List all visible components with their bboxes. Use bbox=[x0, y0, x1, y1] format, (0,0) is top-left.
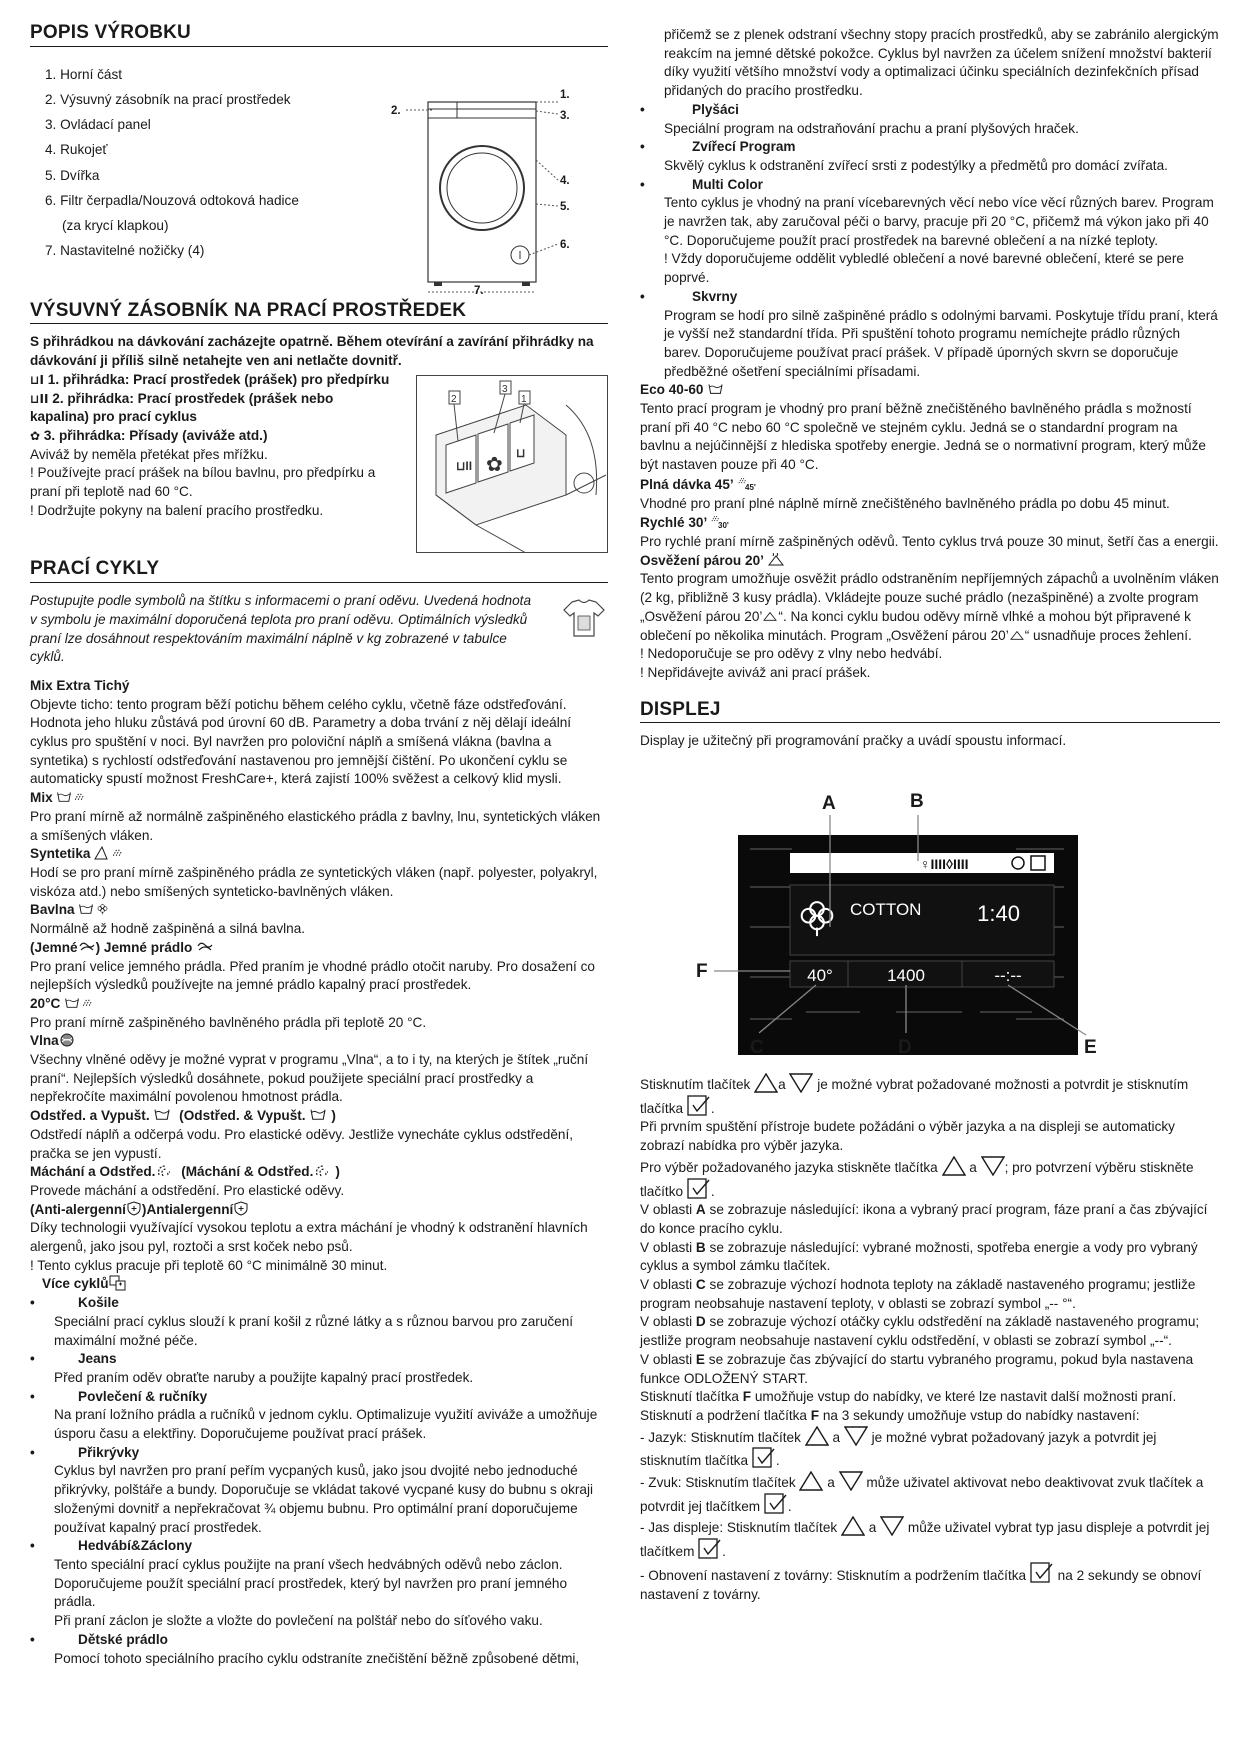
drawer-note-2: ! Používejte prací prášek na bílou bavlnu, pro předpírku a praní při teplotě nad 60 °C. bbox=[30, 465, 376, 500]
instr-area-d: V oblasti D se zobrazuje výchozí otáčky cyklu odstředění na základě nastaveného programu; jestliže program neobsahuje nastavení cyklu odstředění, v oblasti se zobrazí symbol „--“. bbox=[640, 1314, 1200, 1349]
down-triangle-button-icon bbox=[981, 1156, 1005, 1176]
instr-text: ; pro potvrzení výběru stiskněte tlačítko bbox=[640, 1159, 1194, 1199]
part-item: 7. Nastavitelné nožičky (4) bbox=[45, 243, 205, 259]
callout-7: 7. bbox=[474, 284, 484, 296]
callout-6: 6. bbox=[560, 238, 570, 251]
part-item: (za krycí klapkou) bbox=[62, 217, 169, 233]
instr-area-c: V oblasti C se zobrazuje výchozí hodnota teploty na základě nastaveného programu; jestliže program neobsahuje nastavení teploty, v oblasti se zobrazí symbol „-- °“. bbox=[640, 1277, 1196, 1311]
instr-factory-reset: - Obnovení nastavení z továrny: Stisknutím a podržením tlačítka na 2 sekundy se obnoví nastavení z továrny. bbox=[640, 1562, 1220, 1604]
svg-text:⊔: ⊔ bbox=[516, 446, 526, 461]
right-column bbox=[640, 26, 1220, 1604]
instr-text: a bbox=[969, 1159, 977, 1175]
antiallergy-icon-2 bbox=[233, 1201, 249, 1216]
down-triangle-button-icon bbox=[844, 1426, 868, 1446]
cycle-rinse-spin-title-a: Máchání a Odstřed. bbox=[30, 1164, 156, 1180]
drawer-section-title: VÝSUVNÝ ZÁSOBNÍK NA PRACÍ PROSTŘEDEK bbox=[30, 302, 608, 325]
display-diagram bbox=[640, 757, 1220, 1057]
cycle-cotton-text: Normálně až hodně zašpiněná a silná bavlna. bbox=[30, 921, 306, 937]
part-item: 3. Ovládací panel bbox=[45, 117, 151, 133]
cycles-section: Postupujte podle symbolů na štítku s informacemi o praní oděvu. Uvedená hodnota v symbolu je maximální doporučená teplota pro praní oděvu. Optimálních výsledků praní lze dosáhnout respektováním maximální náplně v kg zobrazené v tabulce cyklů. Mix Extra Tichý Objevte ticho: tento program běží potichu během celého cyklu, včetně fáze odstřeďování. Hodnota jeho hluku zůstává pod úrovní 60 dB. Parametry a doba trvání z něj dělají ideální cyklus pro spuštění v noci. Byl navržen pro poloviční náplň a smíšená vlákna (bavlna a syntetika) s rychlostí odstřeďování nastavenou pro jemnější čištění. Po ukončení cyklu se automaticky spustí možnost FreshCare+, která zajistí 100% svěžest a celkový klid mysli. Mix Pro praní mírně až normálně zašpiněného elastického prádla z bavlny, lnu, syntetických vláken a smíšených vláken. Syntetika Hodí se pro praní mírně zašpiněného prádla ze syntetických vláken (např. polyester, polyakryl, viskóza atd.) nebo smíšených synteticko-bavlněných vláken. Bavlna Normálně až hodně zašpiněná a silná bavlna. (Jemné ) Jemné prádlo Pro praní velice jemného prádla. Před praním je vhodné prádlo otočit naruby. Pro dosažení co nejlepších výsledků používejte na jemné prádlo kapalný prací prostředek. 20°C Pro praní mírně zašpiněného bavlněného prádla při teplotě 20 °C. Vlna Všechny vlněné oděvy je možné vyprat v programu „Vlna“, a to i ty, na kterých je štítek „ruční praní“. Nejlepších výsledků dosáhnete, pokud použijete speciální prací prostředky a nepřekročíte maximální povolenou hmotnost prádla. Odstřed. a Vypušt. (Odstřed. & Vypušt. ) Odstředí náplň a odčerpá vodu. Pro elastické oděvy. Jestliže vynecháte cyklus odstředění, pračka se jen vypustí. Máchání a Odstřed. (Máchání & Odstřed. ) Provede máchání a odstředění. Pro elastické oděvy. (Anti-alergenní )Antialergenní Díky technologii využívající vysokou teplotu a extra máchání je vhodný k odstranění hlavních alergenů, jako jsou pyl, roztoči a srst koček nebo psů. ! Tento cyklus pracuje při teplotě 60 °C minimálně 30 minut. Více cyklů • Košile Speciální prací cyklus slouží k praní košil z různé látky a s různou barvou pro zaručení maximální možné péče. • Jeans Před praním oděv obraťte naruby a použijte kapalný prací prostředek. • Povlečení & ručníky Na praní ložního prádla a ručníků v jednom cyklu. Optimalizuje využití aviváže a umožňuje úsporu času a elektřiny. Doporučujeme používat prací prášek. • Přikrývky Cyklus byl navržen pro praní peřím vycpaných kusů, jako jsou dvojité nebo jednoduché přikrývky, polštáře a bundy. Doporučuje se vkládat takové vycpané kusy do bubnu s okraji složenými dovnitř a nepřekračovat ¾ objemu bubnu. Pro optimální praní doporučujeme používat kapalný prací prostředek. • Hedvábí&Záclony Tento speciální prací cyklus použijte na praní všech hedvábných oděvů nebo záclon. Doporučujeme použít speciální prací prostředek, který byl navržen pro praní jemného prádla. Při praní záclon je složte a vložte do povlečení na polštář nebo do síťového vaku. • Dětské prádlo Pomocí tohoto speciálního pracího cyklu odstraníte znečištění běžně způsobené dětmi, bbox=[30, 592, 608, 1668]
mix-icon bbox=[56, 790, 86, 804]
display-instructions bbox=[640, 1073, 1220, 1604]
rinse-spin-icon-2 bbox=[313, 1163, 335, 1178]
instr-brightness-setting: - Jas displeje: Stisknutím tlačítek a může uživatel vybrat typ jasu displeje a potvrdit jej tlačítkem . bbox=[640, 1516, 1220, 1561]
drawer-warning: S přihrádkou na dávkování zacházejte opatrně. Během otevírání a zavírání přihrádky na dávkování ji příliš silně netahejte ven ani netlačte dovnitř. bbox=[30, 334, 594, 369]
part-item: 2. Výsuvný zásobník na prací prostředek bbox=[45, 91, 291, 107]
cycle-silk-text-2: Při praní záclon je složte a vložte do povlečení na polštář nebo do síťového vaku. bbox=[54, 1613, 543, 1629]
cycle-synthetic-text: Hodí se pro praní mírně zašpiněného prádla ze syntetických vláken (např. polyester, polyakryl, viskóza atd.) nebo smíšených synteticko-bavlněných vláken. bbox=[30, 864, 598, 899]
display-delay-start: --:-- bbox=[994, 966, 1022, 986]
ok-check-button-icon bbox=[687, 1178, 711, 1200]
cycle-full-load-title: Plná dávka 45’ bbox=[640, 476, 733, 492]
cycle-plush-text: Speciální program na odstraňování prachu a praní plyšových hraček. bbox=[664, 120, 1079, 136]
cycle-baby-title: • Dětské prádlo bbox=[30, 1631, 608, 1650]
display-label-b: B bbox=[910, 791, 924, 813]
svg-text:45': 45' bbox=[744, 482, 756, 491]
down-triangle-button-icon bbox=[789, 1073, 813, 1093]
cycle-steam-title: Osvěžení párou 20’ bbox=[640, 552, 764, 568]
left-column bbox=[30, 24, 608, 1668]
cycle-multicolor-text: Tento cyklus je vhodný na praní vícebarevných věcí nebo více věcí různých barev. Program je navržen tak, aby zaručoval péči o barvy, pracuje při 20 °C, přičemž má výkon jako při 40 °C. Doporučujeme použít prací prostředek na barevné oblečení a na nízké teploty. bbox=[664, 195, 1214, 248]
cycle-eco-title: Eco 40-60 bbox=[640, 382, 704, 398]
instr-first-start: Při prvním spuštění přístroje budete požádáni o výběr jazyka a na displeji se automaticky zobrazí nabídka pro výběr jazyka. bbox=[640, 1119, 1175, 1154]
prewash-compartment-icon: ⊔I bbox=[30, 372, 45, 387]
detergent-drawer-diagram bbox=[416, 375, 608, 553]
instr-text: Stisknutím tlačítek bbox=[640, 1077, 751, 1093]
ok-check-button-icon bbox=[698, 1538, 722, 1560]
steam-icon-inline-2 bbox=[1009, 629, 1025, 641]
drawer-label-3: 3 bbox=[502, 384, 508, 396]
instr-area-a: V oblasti A se zobrazuje následující: ikona a vybraný prací program, fáze praní a čas zbývající do konce pracího cyklu. bbox=[640, 1202, 1208, 1236]
drawer-label-1: 1 bbox=[521, 394, 527, 406]
callout-1: 1. bbox=[560, 88, 570, 101]
up-triangle-button-icon bbox=[841, 1516, 865, 1536]
instr-language: Pro výběr požadovaného jazyka stiskněte tlačítka a ; pro potvrzení výběru stiskněte tlačítko . bbox=[640, 1156, 1220, 1201]
wool-icon bbox=[59, 1033, 75, 1047]
display-label-c: C bbox=[750, 1037, 764, 1058]
20c-icon bbox=[64, 996, 94, 1010]
steam-text-2: “. Na konci cyklu budou oděvy mírně vlhké a mohou být připravené k oblečení po několika minutách. Program „Osvěžení párou 20’ bbox=[640, 608, 1191, 643]
cycle-stains-title: • Skvrny bbox=[640, 288, 1220, 307]
cycle-mix-title: Mix bbox=[30, 790, 53, 806]
cycle-delicates-title-a: (Jemné bbox=[30, 939, 78, 955]
display-label-a: A bbox=[822, 793, 836, 815]
instr-f-press: Stisknutí tlačítka F umožňuje vstup do nabídky, ve které lze nastavit další možnosti praní. bbox=[640, 1389, 1177, 1405]
cycle-20c-title: 20°C bbox=[30, 995, 61, 1011]
more-cycles-icon bbox=[109, 1275, 129, 1291]
cycle-wool-text: Všechny vlněné oděvy je možné vyprat v programu „Vlna“, a to i ty, na kterých je štítek „ruční praní“. Nejlepších výsledků dosáhnete, pokud použijete speciální prací prostředky a nepřekročíte maximální povolenou hmotnost prádla. bbox=[30, 1052, 589, 1105]
cycle-bedding-text: Na praní ložního prádla a ručníků v jednom cyklu. Optimalizuje využití aviváže a umožňuje úsporu času a elektřiny. Doporučujeme používat prací prášek. bbox=[54, 1407, 598, 1442]
instr-f-hold: Stisknutí a podržení tlačítka F na 3 sekundy umožňuje vstup do nabídky nastavení: bbox=[640, 1407, 1140, 1423]
cycle-antiallergy-title-b: )Antialergenní bbox=[141, 1201, 234, 1217]
cycle-stains-text: Program se hodí pro silně zašpiněné prádlo s odolnými barvami. Poskytuje třídu praní, která je vyšší než standardní třída. Při spuštění tohoto programu nemíchejte prádlo různých barev. Doporučujeme používat prací prášek. V případě úporných skvrn se doporučuje předběžné ošetření speciálními přísadami. bbox=[664, 307, 1218, 379]
up-triangle-button-icon bbox=[754, 1073, 778, 1093]
cycle-steam-note-1: ! Nedoporučuje se pro oděvy z vlny nebo hedvábí. bbox=[640, 646, 943, 662]
cycle-delicates-title-b: ) Jemné prádlo bbox=[95, 939, 193, 955]
down-triangle-button-icon bbox=[839, 1471, 863, 1491]
cycle-synthetic-title: Syntetika bbox=[30, 846, 91, 862]
cycle-jeans-title: • Jeans bbox=[30, 1350, 608, 1369]
cycle-bedding-title: • Povlečení & ručníky bbox=[30, 1388, 608, 1407]
instr-text: je možné vybrat požadované možnosti a potvrdit je stisknutím tlačítka bbox=[640, 1077, 1189, 1116]
cycle-quick-title: Rychlé 30’ bbox=[640, 515, 707, 531]
cycle-jeans-text: Před praním oděv obraťte naruby a použijte kapalný prací prostředek. bbox=[54, 1369, 474, 1385]
ok-check-button-icon bbox=[687, 1095, 711, 1117]
cycle-shirts-title: • Košile bbox=[30, 1294, 608, 1313]
delicates-icon bbox=[78, 940, 96, 953]
compartment-2: 2. přihrádka: Prací prostředek (prášek nebo kapalina) pro prací cyklus bbox=[30, 390, 334, 425]
display-label-f: F bbox=[696, 961, 708, 983]
part-item: 1. Horní část bbox=[45, 66, 123, 82]
up-triangle-button-icon bbox=[942, 1156, 966, 1176]
display-spin-speed: 1400 bbox=[887, 966, 925, 986]
display-temperature: 40° bbox=[807, 966, 833, 986]
product-section bbox=[30, 56, 608, 296]
cycle-shirts-text: Speciální prací cyklus slouží k praní košil z různé látky a s různou barvou pro zaručení maximální možné péče. bbox=[54, 1313, 574, 1348]
main-wash-compartment-icon: ⊔II bbox=[30, 391, 49, 406]
cycle-steam-note-2: ! Nepřidávejte aviváž ani prací prášek. bbox=[640, 664, 871, 680]
ok-check-button-icon bbox=[752, 1447, 776, 1469]
cycle-duvets-title: • Přikrývky bbox=[30, 1444, 608, 1463]
spin-drain-icon-2 bbox=[309, 1107, 331, 1122]
display-label-d: D bbox=[898, 1037, 912, 1058]
up-triangle-button-icon bbox=[799, 1471, 823, 1491]
cycles-intro: Postupujte podle symbolů na štítku s informacemi o praní oděvu. Uvedená hodnota v symbolu je maximální doporučená teplota pro praní oděvu. Optimálních výsledků praní lze dosáhnout respektováním maximální náplně v kg zobrazené v tabulce cyklů. bbox=[30, 593, 532, 665]
softener-compartment-icon: ✿ bbox=[30, 428, 41, 443]
ok-check-button-icon bbox=[1030, 1562, 1054, 1584]
drawer-note-1: Aviváž by neměla přetékat přes mřížku. bbox=[30, 446, 268, 462]
cycle-multicolor-note: ! Vždy doporučujeme oddělit vybledlé oblečení a nové barevné oblečení, které se pere poprvé. bbox=[664, 251, 1184, 286]
instr-select: Stisknutím tlačítek a je možné vybrat požadované možnosti a potvrdit je stisknutím tlačítka . bbox=[640, 1073, 1220, 1118]
callout-2: 2. bbox=[391, 104, 401, 117]
tshirt-care-label-icon bbox=[562, 598, 606, 638]
product-section-title: POPIS VÝROBKU bbox=[30, 24, 608, 47]
drawer-note-3: ! Dodržujte pokyny na balení pracího prostředku. bbox=[30, 502, 324, 518]
part-item: 6. Filtr čerpadla/Nouzová odtoková hadice bbox=[45, 192, 299, 208]
cycle-baby-text: Pomocí tohoto speciálního pracího cyklu odstraníte znečištění běžně způsobené dětmi, bbox=[54, 1650, 580, 1666]
cycle-quick-text: Pro rychlé praní mírně zašpiněných oděvů. Tento cyklus trvá pouze 30 minut, šetří čas a energii. bbox=[640, 533, 1219, 549]
cycle-steam-text bbox=[640, 570, 1220, 645]
instr-area-e: V oblasti E se zobrazuje čas zbývající do startu vybraného programu, pokud byla nastavena funkce ODLOŽENÝ START. bbox=[640, 1351, 1194, 1386]
cycle-full-load-text: Vhodné pro praní plné náplně mírně znečištěného bavlněného prádla po dobu 45 minut. bbox=[640, 495, 1170, 511]
synthetic-icon bbox=[94, 846, 124, 860]
cycle-mix-extra-title: Mix Extra Tichý bbox=[30, 677, 130, 693]
instr-area-b: V oblasti B se zobrazuje následující: vybrané možnosti, spotřeba energie a vody pro vybraný cyklus a symbol zámku tlačítek. bbox=[640, 1239, 1198, 1274]
delicates-icon-2 bbox=[196, 940, 214, 953]
cycle-rinse-spin-text: Provede máchání a odstředění. Pro elastické oděvy. bbox=[30, 1182, 345, 1198]
steam-icon bbox=[767, 553, 785, 567]
cycle-wool-title: Vlna bbox=[30, 1033, 59, 1049]
steam-text-3: “ usnadňuje proces žehlení. bbox=[1024, 627, 1192, 643]
antiallergy-icon bbox=[126, 1201, 142, 1216]
svg-text:⊔II: ⊔II bbox=[456, 459, 473, 474]
ok-check-button-icon bbox=[764, 1493, 788, 1515]
cycle-silk-text: Tento speciální prací cyklus použijte na praní všech hedvábných oděvů nebo záclon. Doporučujeme použít speciální prací prostředek, který byl navržen pro praní jemného prádla. bbox=[54, 1557, 568, 1610]
cycle-eco-text: Tento prací program je vhodný pro praní běžně znečištěného bavlněného prádla s možností praní při 40 °C nebo 60 °C společně ve stejném cyklu. Jedná se o standardní program na bavlnu a nejúčinnější z hlediska spotřeby energie. Jedná se o normativní program, který může být nastaven pouze při 40 °C. bbox=[640, 401, 1206, 473]
cycle-pet-text: Skvělý cyklus k odstranění zvířecí srsti z podestýlky a předmětů pro domácí zvířata. bbox=[664, 157, 1168, 173]
instr-lang-setting: - Jazyk: Stisknutím tlačítek a je možné vybrat požadovaný jazyk a potvrdit jej stisknutím tlačítka . bbox=[640, 1426, 1220, 1471]
display-program-name: COTTON bbox=[850, 900, 922, 920]
display-label-e: E bbox=[1084, 1037, 1097, 1058]
drawer-section bbox=[30, 333, 608, 520]
display-intro: Display je užitečný při programování pračky a uvádí spoustu informací. bbox=[640, 733, 1067, 749]
instr-text: a bbox=[778, 1077, 786, 1093]
rinse-spin-icon bbox=[155, 1163, 177, 1178]
svg-text:30': 30' bbox=[718, 521, 730, 530]
cycle-mix-extra-text: Objevte ticho: tento program běží potichu během celého cyklu, včetně fáze odstřeďování. Hodnota jeho hluku zůstává pod úrovní 60 dB. Parametry a doba trvání z něj dělají ideální cyklus pro spuštění v noci. Byl navržen pro poloviční náplň a smíšená vlákna (bavlna a syntetika) s rychlostí odstřeďování nastavenou pro jemnější čištění. Po ukončení cyklu se automaticky spustí možnost FreshCare+, která zajistí 100% svěžest a celkový klid mysli. bbox=[30, 696, 572, 787]
cycle-antiallergy-title-a: (Anti-alergenní bbox=[30, 1201, 126, 1217]
callout-3: 3. bbox=[560, 109, 570, 122]
steam-icon-inline bbox=[762, 610, 778, 622]
more-cycles-title: Více cyklů bbox=[42, 1276, 109, 1292]
spin-drain-icon bbox=[153, 1107, 175, 1122]
quick-icon bbox=[710, 513, 732, 529]
cycle-mix-text: Pro praní mírně až normálně zašpiněného elastického prádla z bavlny, lnu, syntetických vláken a smíšených vláken. bbox=[30, 808, 601, 843]
instr-sound-setting: - Zvuk: Stisknutím tlačítek a může uživatel aktivovat nebo deaktivovat zvuk tlačítek a potvrdit jej tlačítkem . bbox=[640, 1471, 1220, 1516]
cycle-silk-title: • Hedvábí&Záclony bbox=[30, 1537, 608, 1556]
up-triangle-button-icon bbox=[805, 1426, 829, 1446]
cycle-cotton-title: Bavlna bbox=[30, 902, 75, 918]
cycle-spin-drain-title-a: Odstřed. a Vypušt. bbox=[30, 1108, 150, 1124]
cycle-antiallergy-note: ! Tento cyklus pracuje při teplotě 60 °C minimálně 30 minut. bbox=[30, 1257, 388, 1273]
cycle-duvets-text: Cyklus byl navržen pro praní peřím vycpaných kusů, jako jsou dvojité nebo jednoduché přikrývky, polštáře a bundy. Doporučuje se vkládat takové vycpané kusy do bubnu s okraji složenými dovnitř a nepřekračovat ¾ objemu bubnu. Pro optimální praní doporučujeme používat kapalný prací prostředek. bbox=[54, 1463, 593, 1535]
eco-icon bbox=[707, 382, 725, 396]
cycle-rinse-spin-title-b: (Máchání & Odstřed. bbox=[181, 1164, 314, 1180]
cotton-wash-icon bbox=[78, 902, 110, 916]
cycle-pet-title: • Zvířecí Program bbox=[640, 138, 1220, 157]
cycle-spin-drain-text: Odstředí náplň a odčerpá vodu. Pro elastické oděvy. Jestliže vynecháte cyklus odstředění, pračka se jen vypustí. bbox=[30, 1126, 574, 1161]
callout-4: 4. bbox=[560, 174, 570, 187]
callout-5: 5. bbox=[560, 200, 570, 213]
display-section-title: DISPLEJ bbox=[640, 701, 1220, 724]
drawer-label-2: 2 bbox=[451, 394, 457, 406]
instr-text: Pro výběr požadovaného jazyka stiskněte tlačítka bbox=[640, 1159, 938, 1175]
part-item: 4. Rukojeť bbox=[45, 142, 108, 158]
cycle-baby-text-cont: přičemž se z plenek odstraní všechny stopy pracích prostředků, aby se zabránilo alergickým reakcím na jemné dětské pokožce. Cyklus byl navržen za účelem snížení množství bakterií díky využití většího množství vody a optimalizaci účinku speciálních dezinfekčních přísad přidaných do pracího prostředku. bbox=[664, 27, 1219, 99]
steam-text-1: Tento program umožňuje osvěžit prádlo odstraněním nepříjemných zápachů a uvolněním vláken (2 kg, přibližně 3 kusy prádla). Vkládejte pouze suché prádlo (nezašpiněné) a zvolte program „Osvěžení párou 20’ bbox=[640, 571, 1219, 624]
cycles-section-title: PRACÍ CYKLY bbox=[30, 560, 608, 583]
b-area-icons: ♀IIII◊IIII bbox=[920, 856, 969, 873]
down-triangle-button-icon bbox=[880, 1516, 904, 1536]
full-load-icon bbox=[737, 475, 759, 491]
svg-text:✿: ✿ bbox=[486, 454, 503, 477]
cycle-plush-title: • Plyšáci bbox=[640, 101, 1220, 120]
compartment-1: 1. přihrádka: Prací prostředek (prášek) pro předpírku bbox=[47, 371, 390, 387]
compartment-3: 3. přihrádka: Přísady (aviváže atd.) bbox=[43, 427, 268, 443]
cycle-antiallergy-text: Díky technologii využívající vysokou teplotu a extra máchání je vhodný k odstranění hlavních alergenů, jako jsou pyl, roztoči a srst koček nebo psů. bbox=[30, 1220, 588, 1255]
cycle-multicolor-title: • Multi Color bbox=[640, 176, 1220, 195]
display-time-remaining: 1:40 bbox=[977, 901, 1020, 927]
washing-machine-diagram bbox=[382, 56, 612, 296]
cycle-spin-drain-title-b: (Odstřed. & Vypušt. bbox=[179, 1108, 306, 1124]
cycle-delicates-text: Pro praní velice jemného prádla. Před praním je vhodné prádlo otočit naruby. Pro dosažení co nejlepších výsledků používejte na jemné prádlo kapalný prací prostředek. bbox=[30, 958, 595, 993]
cycle-20c-text: Pro praní mírně zašpiněného bavlněného prádla při teplotě 20 °C. bbox=[30, 1014, 427, 1030]
part-item: 5. Dvířka bbox=[45, 167, 100, 183]
